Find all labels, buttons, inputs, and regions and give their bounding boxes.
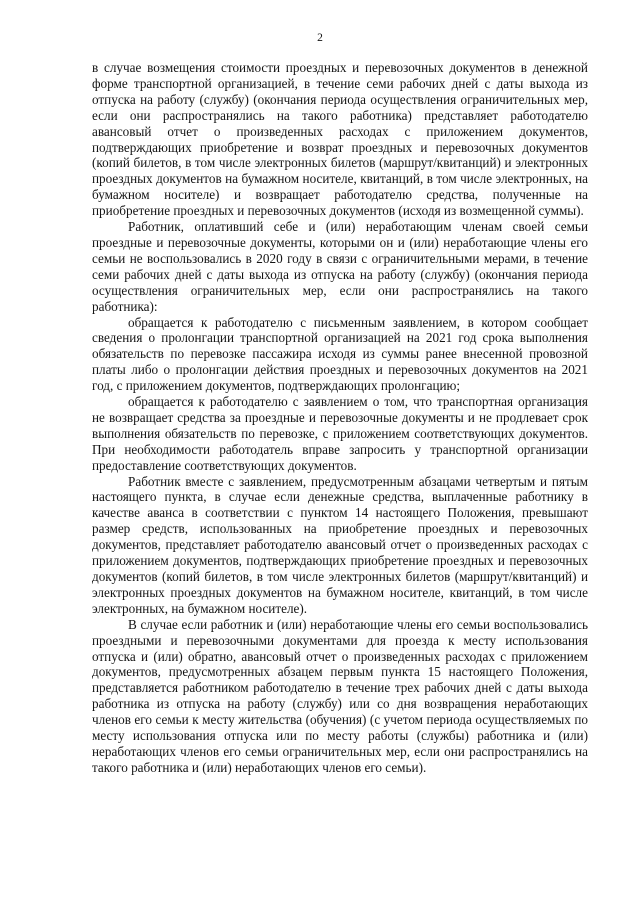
paragraph-unused-documents: Работник, оплативший себе и (или) неработающим членам своей семьи проездные и перевозочные документы, которыми он и (или) неработающие члены его семьи не воспользовались в 2020 году в связи с ограничительными мерами, в течение семи рабочих дней с даты выхода из отпуска на работу (службу) (окончания периода осуществления ограничительных мер, если они распространялись на такого работника): [92,219,588,314]
paragraph-prolongation-request: обращается к работодателю с письменным заявлением, в котором сообщает сведения о пролонгации транспортной организацией на 2021 год срока выполнения обязательств по перевозке пассажира исходя из суммы ранее внесенной провозной платы либо о пролонгации действия проездных и перевозочных документов на 2021 год, с приложением документов, подтверждающих пролонгацию; [92,314,588,394]
page-number: 2 [317,32,323,44]
paragraph-used-documents-report: В случае если работник и (или) неработающие члены его семьи воспользовались проездными и перевозочными документами для проезда к месту использования отпуска и (или) обратно, авансовый отчет о произведенных расходах с приложением документов, предусмотренных абзацем первым пункта 15 настоящего Положения, представляется работником работодателю в течение трех рабочих дней с даты выхода работника из отпуска на работу (службу) или со дня возвращения неработающих членов его семьи к месту жительства (обучения) (с учетом периода осуществляемых по месту использования отпуска или по месту работы (службы) работника и (или) неработающих членов его семьи ограничительных мер, если они распространялись на такого работника и (или) неработающих членов его семьи). [92,616,588,775]
document-body [92,60,588,776]
paragraph-no-refund-statement: обращается к работодателю с заявлением о том, что транспортная организация не возвращает средства за проездные и перевозочные документы и не продлевает срок выполнения обязательств по перевозке, с приложением соответствующих документов. При необходимости работодатель вправе запросить у транспортной организации предоставление соответствующих документов. [92,394,588,473]
paragraph-reimbursement-return: в случае возмещения стоимости проездных и перевозочных документов в денежной форме транспортной организацией, в течение семи рабочих дней с даты выхода из отпуска на работу (службу) (окончания периода осуществления ограничительных мер, если они распространялись на такого работника) представляет работодателю авансовый отчет о произведенных расходах с приложением документов, подтверждающих приобретение и возврат проездных и перевозочных документов (копий билетов, в том числе электронных билетов (маршрут/квитанций) и электронных проездных документов на бумажном носителе, квитанций, в том числе электронных, на бумажном носителе) и возвращает работодателю средства, полученные на приобретение проездных и перевозочных документов (исходя из возмещенной суммы). [92,60,588,219]
paragraph-advance-report: Работник вместе с заявлением, предусмотренным абзацами четвертым и пятым настоящего пункта, в случае если денежные средства, выплаченные работнику в качестве аванса в соответствии с пунктом 14 настоящего Положения, превышают размер средств, использованных на приобретение проездных и перевозочных документов, представляет работодателю авансовый отчет о произведенных расходах с приложением документов, подтверждающих приобретение проездных и перевозочных документов (копий билетов, в том числе электронных билетов (маршрут/квитанций) и электронных проездных документов на бумажном носителе, квитанций, в том числе электронных, на бумажном носителе). [92,473,588,616]
